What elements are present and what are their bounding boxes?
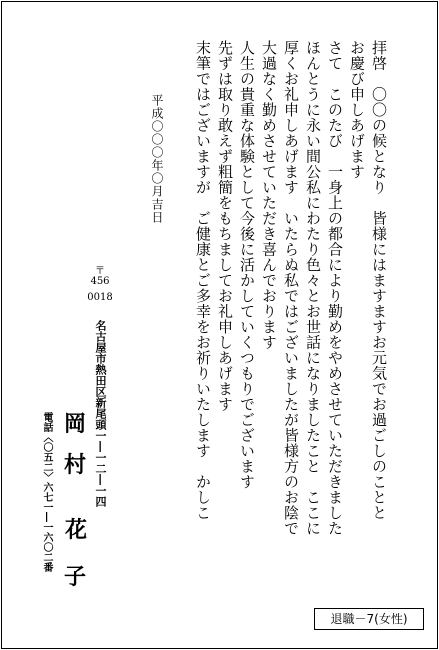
postal-mark: 〒 <box>95 266 105 277</box>
body-line-3: さて このたび 一身上の都合により勤めをやめさせていただきました <box>326 40 344 536</box>
body-line-9: 末筆ではございますが ご健康とご多幸をお祈りいたします かしこ <box>194 40 212 521</box>
body-line-6: 大過なく勤めさせていただき喜んでおります <box>260 40 278 350</box>
sender-name-char-1: 岡 <box>64 411 87 437</box>
body-line-5: 厚くお礼申しあげます いたらぬ私ではございましたが皆様方のお陰で <box>282 40 300 536</box>
sender-name-char-2: 村 <box>64 452 87 478</box>
body-line-7: 人生の貴重な体験として今後に活かしていくつもりでございます <box>238 40 256 490</box>
letter-card <box>1 1 438 649</box>
letter-date: 平成〇〇〇年〇月吉日 <box>150 94 164 224</box>
sender-name-char-4: 子 <box>64 564 87 590</box>
body-line-8: 先ずは取り敢えず粗簡をもちましてお礼申しあげます <box>216 40 234 412</box>
body-line-1: 拝啓 〇〇の候となり 皆様にはますますお元気でお過ごしのことと <box>370 40 388 521</box>
template-code-label: 退職－7(女性) <box>314 608 424 630</box>
body-line-4: ほんとうに永い間公私にわたり色々とお世話になりましたこと ここに <box>304 40 322 536</box>
sender-name-char-3: 花 <box>65 517 88 543</box>
postal-code-part2: 0018 <box>87 292 113 303</box>
postal-code-part1: 456 <box>90 276 110 287</box>
body-line-2: お慶び申しあげます <box>348 40 366 180</box>
sender-address: 名古屋市熱田区新尾頭一―一二―一四 <box>94 320 107 507</box>
sender-phone: 電話〈〇五二〉六七一―一六〇二番 <box>41 412 52 572</box>
